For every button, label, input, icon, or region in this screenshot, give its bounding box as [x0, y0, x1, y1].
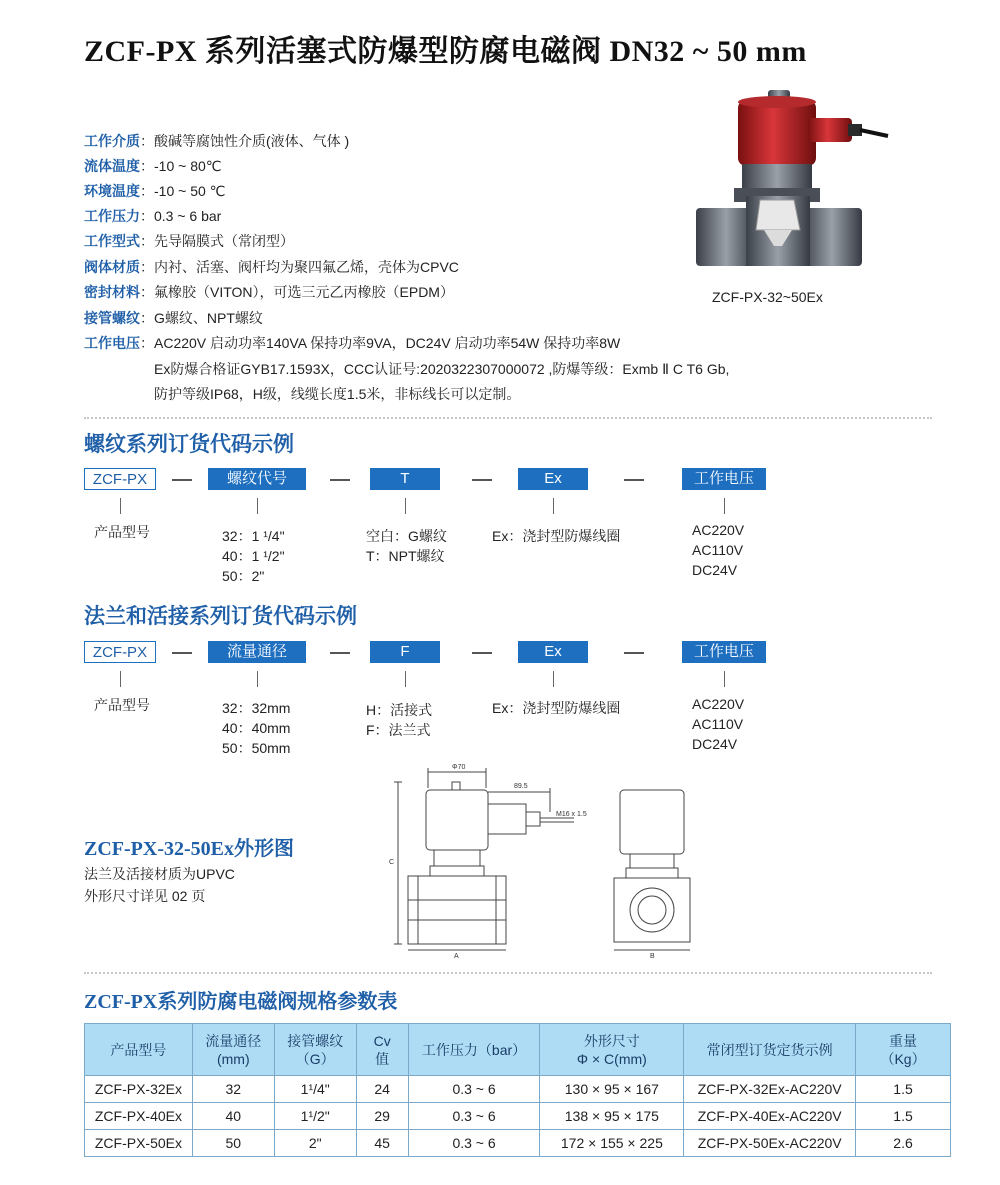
thread-code: 50：2" — [222, 568, 265, 584]
tick — [257, 671, 258, 687]
cell: ZCF-PX-40Ex-AC220V — [684, 1103, 856, 1130]
cell: 0.3 ~ 6 — [408, 1076, 540, 1103]
spec-key: 工作型式 — [84, 233, 140, 249]
spec-value: ：氟橡胶（VITON），可选三元乙丙橡胶（EPDM） — [140, 284, 454, 300]
voltage-option: DC24V — [692, 736, 738, 752]
spec-type — [84, 232, 294, 250]
table-row — [85, 1130, 951, 1157]
table-title: ZCF-PX系列防腐电磁阀规格参数表 — [84, 991, 398, 1013]
tick — [120, 498, 121, 514]
cell: 1.5 — [856, 1103, 951, 1130]
dim-a: A — [454, 953, 459, 960]
ex-desc: Ex：浇封型防爆线圈 — [492, 528, 621, 544]
cell: 29 — [356, 1103, 408, 1130]
size-option: 40：40mm — [222, 720, 291, 736]
cell: ZCF-PX-50Ex-AC220V — [684, 1130, 856, 1157]
conn-type: H：活接式 — [366, 702, 433, 718]
tick — [405, 498, 406, 514]
outline-note: 外形尺寸详见 02 页 — [84, 888, 206, 904]
code-box-thread: 螺纹代号 — [208, 468, 306, 490]
thread-code: 40：1 ¹/2" — [222, 548, 285, 564]
spec-value: ：0.3 ~ 6 bar — [140, 208, 222, 224]
cell: ZCF-PX-32Ex — [85, 1076, 193, 1103]
dash — [330, 652, 350, 654]
tick — [553, 498, 554, 514]
spec-protection: 防护等级IP68，H级，线缆长度1.5米，非标线长可以定制。 — [154, 386, 521, 402]
model-label: 产品型号 — [94, 524, 150, 540]
header-weight: 重量 （Kg） — [856, 1024, 951, 1076]
cell: 40 — [192, 1103, 274, 1130]
cell: 1¹/4" — [274, 1076, 356, 1103]
dash — [472, 652, 492, 654]
tick — [405, 671, 406, 687]
spec-value: ：-10 ~ 50 ℃ — [140, 183, 226, 199]
cell: 1¹/2" — [274, 1103, 356, 1130]
code-box-f: F — [370, 641, 440, 663]
tick — [120, 671, 121, 687]
dash — [472, 479, 492, 481]
cell: ZCF-PX-40Ex — [85, 1103, 193, 1130]
code-box-voltage: 工作电压 — [682, 641, 766, 663]
voltage-option: AC220V — [692, 522, 745, 538]
cell: 172 × 155 × 225 — [540, 1130, 684, 1157]
size-option: 50：50mm — [222, 740, 291, 756]
code-box-voltage: 工作电压 — [682, 468, 766, 490]
dim-b: B — [650, 953, 655, 960]
spec-medium — [84, 132, 349, 150]
cell: 0.3 ~ 6 — [408, 1130, 540, 1157]
header-dimensions: 外形尺寸 Φ × C(mm) — [540, 1024, 684, 1076]
spec-voltage — [84, 334, 620, 352]
cell: 32 — [192, 1076, 274, 1103]
spec-body-material — [84, 258, 459, 276]
spec-key: 工作压力 — [84, 208, 140, 224]
code-box-model: ZCF-PX — [84, 641, 156, 663]
spec-key: 工作介质 — [84, 133, 140, 149]
spec-ambient-temp — [84, 182, 225, 200]
cell: 2" — [274, 1130, 356, 1157]
spec-key: 阀体材质 — [84, 259, 140, 275]
spec-value: ：G螺纹、NPT螺纹 — [140, 310, 263, 326]
spec-cert: Ex防爆合格证GYB17.1593X，CCC认证号:2020322307000072 ,防爆等级：Exmb Ⅱ C T6 Gb, — [154, 361, 730, 377]
cell: 24 — [356, 1076, 408, 1103]
spec-value: ：-10 ~ 80℃ — [140, 158, 222, 174]
thread-type: T：NPT螺纹 — [366, 548, 445, 564]
spec-seal — [84, 283, 454, 301]
spec-value: ：AC220V 启动功率140VA 保持功率9VA，DC24V 启动功率54W 保持功率8W — [140, 335, 621, 351]
outline-drawing — [378, 760, 718, 960]
voltage-option: AC110V — [692, 542, 744, 558]
tick — [553, 671, 554, 687]
page-title: ZCF-PX 系列活塞式防爆型防腐电磁阀 DN32 ~ 50 mm — [84, 35, 807, 68]
spec-value: ：内衬、活塞、阀杆均为聚四氟乙烯，壳体为CPVC — [140, 259, 459, 275]
dim-phi: Φ70 — [452, 764, 466, 771]
spec-key: 流体温度 — [84, 158, 140, 174]
header-pressure: 工作压力（bar） — [408, 1024, 540, 1076]
dash — [172, 652, 192, 654]
voltage-option: AC220V — [692, 696, 745, 712]
cell: ZCF-PX-50Ex — [85, 1130, 193, 1157]
spec-table — [84, 1023, 951, 1157]
spec-value: ：先导隔膜式（常闭型） — [140, 233, 294, 249]
header-model: 产品型号 — [85, 1024, 193, 1076]
cell: 130 × 95 × 167 — [540, 1076, 684, 1103]
dash — [624, 652, 644, 654]
spec-value: ：酸碱等腐蚀性介质(液体、气体 ) — [140, 133, 350, 149]
spec-key: 工作电压 — [84, 335, 140, 351]
thread-code: 32：1 ¹/4" — [222, 528, 285, 544]
code-box-t: T — [370, 468, 440, 490]
dim-thread: M16 x 1.5 — [556, 811, 587, 818]
valve-product-image — [690, 84, 890, 284]
dash — [330, 479, 350, 481]
spec-key: 密封材料 — [84, 284, 140, 300]
tick — [724, 671, 725, 687]
cell: 45 — [356, 1130, 408, 1157]
dash — [172, 479, 192, 481]
spec-key: 接管螺纹 — [84, 310, 140, 326]
spec-fluid-temp — [84, 157, 221, 175]
header-order-example: 常闭型订货定货示例 — [684, 1024, 856, 1076]
code-box-ex: Ex — [518, 468, 588, 490]
table-row — [85, 1103, 951, 1130]
dim-width: 89.5 — [514, 783, 528, 790]
header-size: 流量通径 (mm) — [192, 1024, 274, 1076]
thread-type: 空白：G螺纹 — [366, 528, 447, 544]
voltage-option: DC24V — [692, 562, 738, 578]
product-caption: ZCF-PX-32~50Ex — [712, 289, 823, 305]
cell: 2.6 — [856, 1130, 951, 1157]
code-box-ex: Ex — [518, 641, 588, 663]
ex-desc: Ex：浇封型防爆线圈 — [492, 700, 621, 716]
code-box-model: ZCF-PX — [84, 468, 156, 490]
cell: ZCF-PX-32Ex-AC220V — [684, 1076, 856, 1103]
code-box-size: 流量通径 — [208, 641, 306, 663]
header-thread: 接管螺纹 （G） — [274, 1024, 356, 1076]
spec-thread — [84, 309, 263, 327]
thread-section-title: 螺纹系列订货代码示例 — [84, 432, 294, 456]
conn-type: F：法兰式 — [366, 722, 431, 738]
header-cv: Cv 值 — [356, 1024, 408, 1076]
flange-section-title: 法兰和活接系列订货代码示例 — [84, 604, 357, 628]
voltage-option: AC110V — [692, 716, 744, 732]
table-row — [85, 1076, 951, 1103]
size-option: 32：32mm — [222, 700, 291, 716]
cell: 138 × 95 × 175 — [540, 1103, 684, 1130]
table-header-row — [85, 1024, 951, 1076]
model-label: 产品型号 — [94, 697, 150, 713]
tick — [257, 498, 258, 514]
spec-pressure — [84, 207, 221, 225]
divider — [84, 417, 932, 419]
spec-key: 环境温度 — [84, 183, 140, 199]
outline-title: ZCF-PX-32-50Ex外形图 — [84, 838, 294, 860]
dim-c: C — [389, 859, 395, 866]
cell: 1.5 — [856, 1076, 951, 1103]
divider — [84, 972, 932, 974]
dash — [624, 479, 644, 481]
cell: 0.3 ~ 6 — [408, 1103, 540, 1130]
cell: 50 — [192, 1130, 274, 1157]
outline-note: 法兰及活接材质为UPVC — [84, 866, 235, 882]
tick — [724, 498, 725, 514]
